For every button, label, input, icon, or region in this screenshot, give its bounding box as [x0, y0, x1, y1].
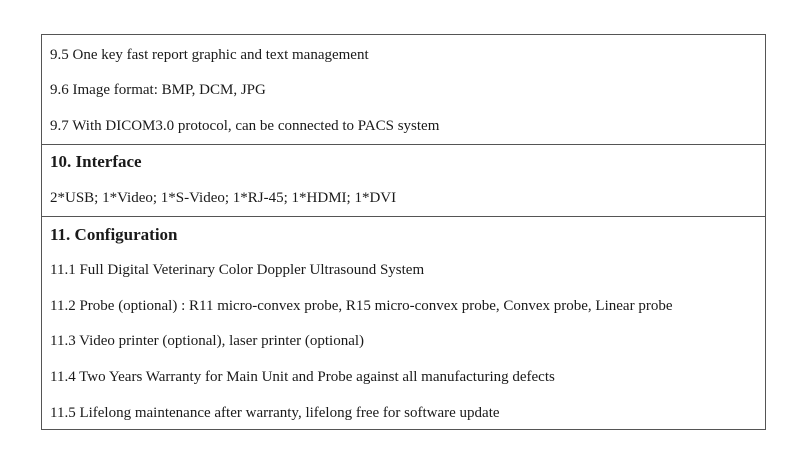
export-section	[42, 35, 765, 144]
configuration-section	[42, 216, 765, 431]
spec-item: 9.7 With DICOM3.0 protocol, can be connected to PACS system	[50, 118, 440, 134]
section-heading: 10. Interface	[50, 152, 142, 171]
spec-item: 2*USB; 1*Video; 1*S-Video; 1*RJ-45; 1*HDMI; 1*DVI	[50, 190, 397, 206]
specification-table	[41, 34, 766, 430]
spec-item: 11.1 Full Digital Veterinary Color Doppler Ultrasound System	[50, 262, 425, 278]
spec-item: 11.5 Lifelong maintenance after warranty, lifelong free for software update	[50, 405, 500, 421]
section-heading: 11. Configuration	[50, 225, 178, 244]
spec-item: 11.4 Two Years Warranty for Main Unit and Probe against all manufacturing defects	[50, 369, 555, 385]
spec-item: 9.6 Image format: BMP, DCM, JPG	[50, 82, 266, 98]
spec-item: 11.3 Video printer (optional), laser printer (optional)	[50, 333, 365, 349]
interface-section	[42, 144, 765, 216]
spec-item: 9.5 One key fast report graphic and text management	[50, 47, 369, 63]
spec-item: 11.2 Probe (optional) : R11 micro-convex probe, R15 micro-convex probe, Convex probe, Linear probe	[50, 298, 673, 314]
